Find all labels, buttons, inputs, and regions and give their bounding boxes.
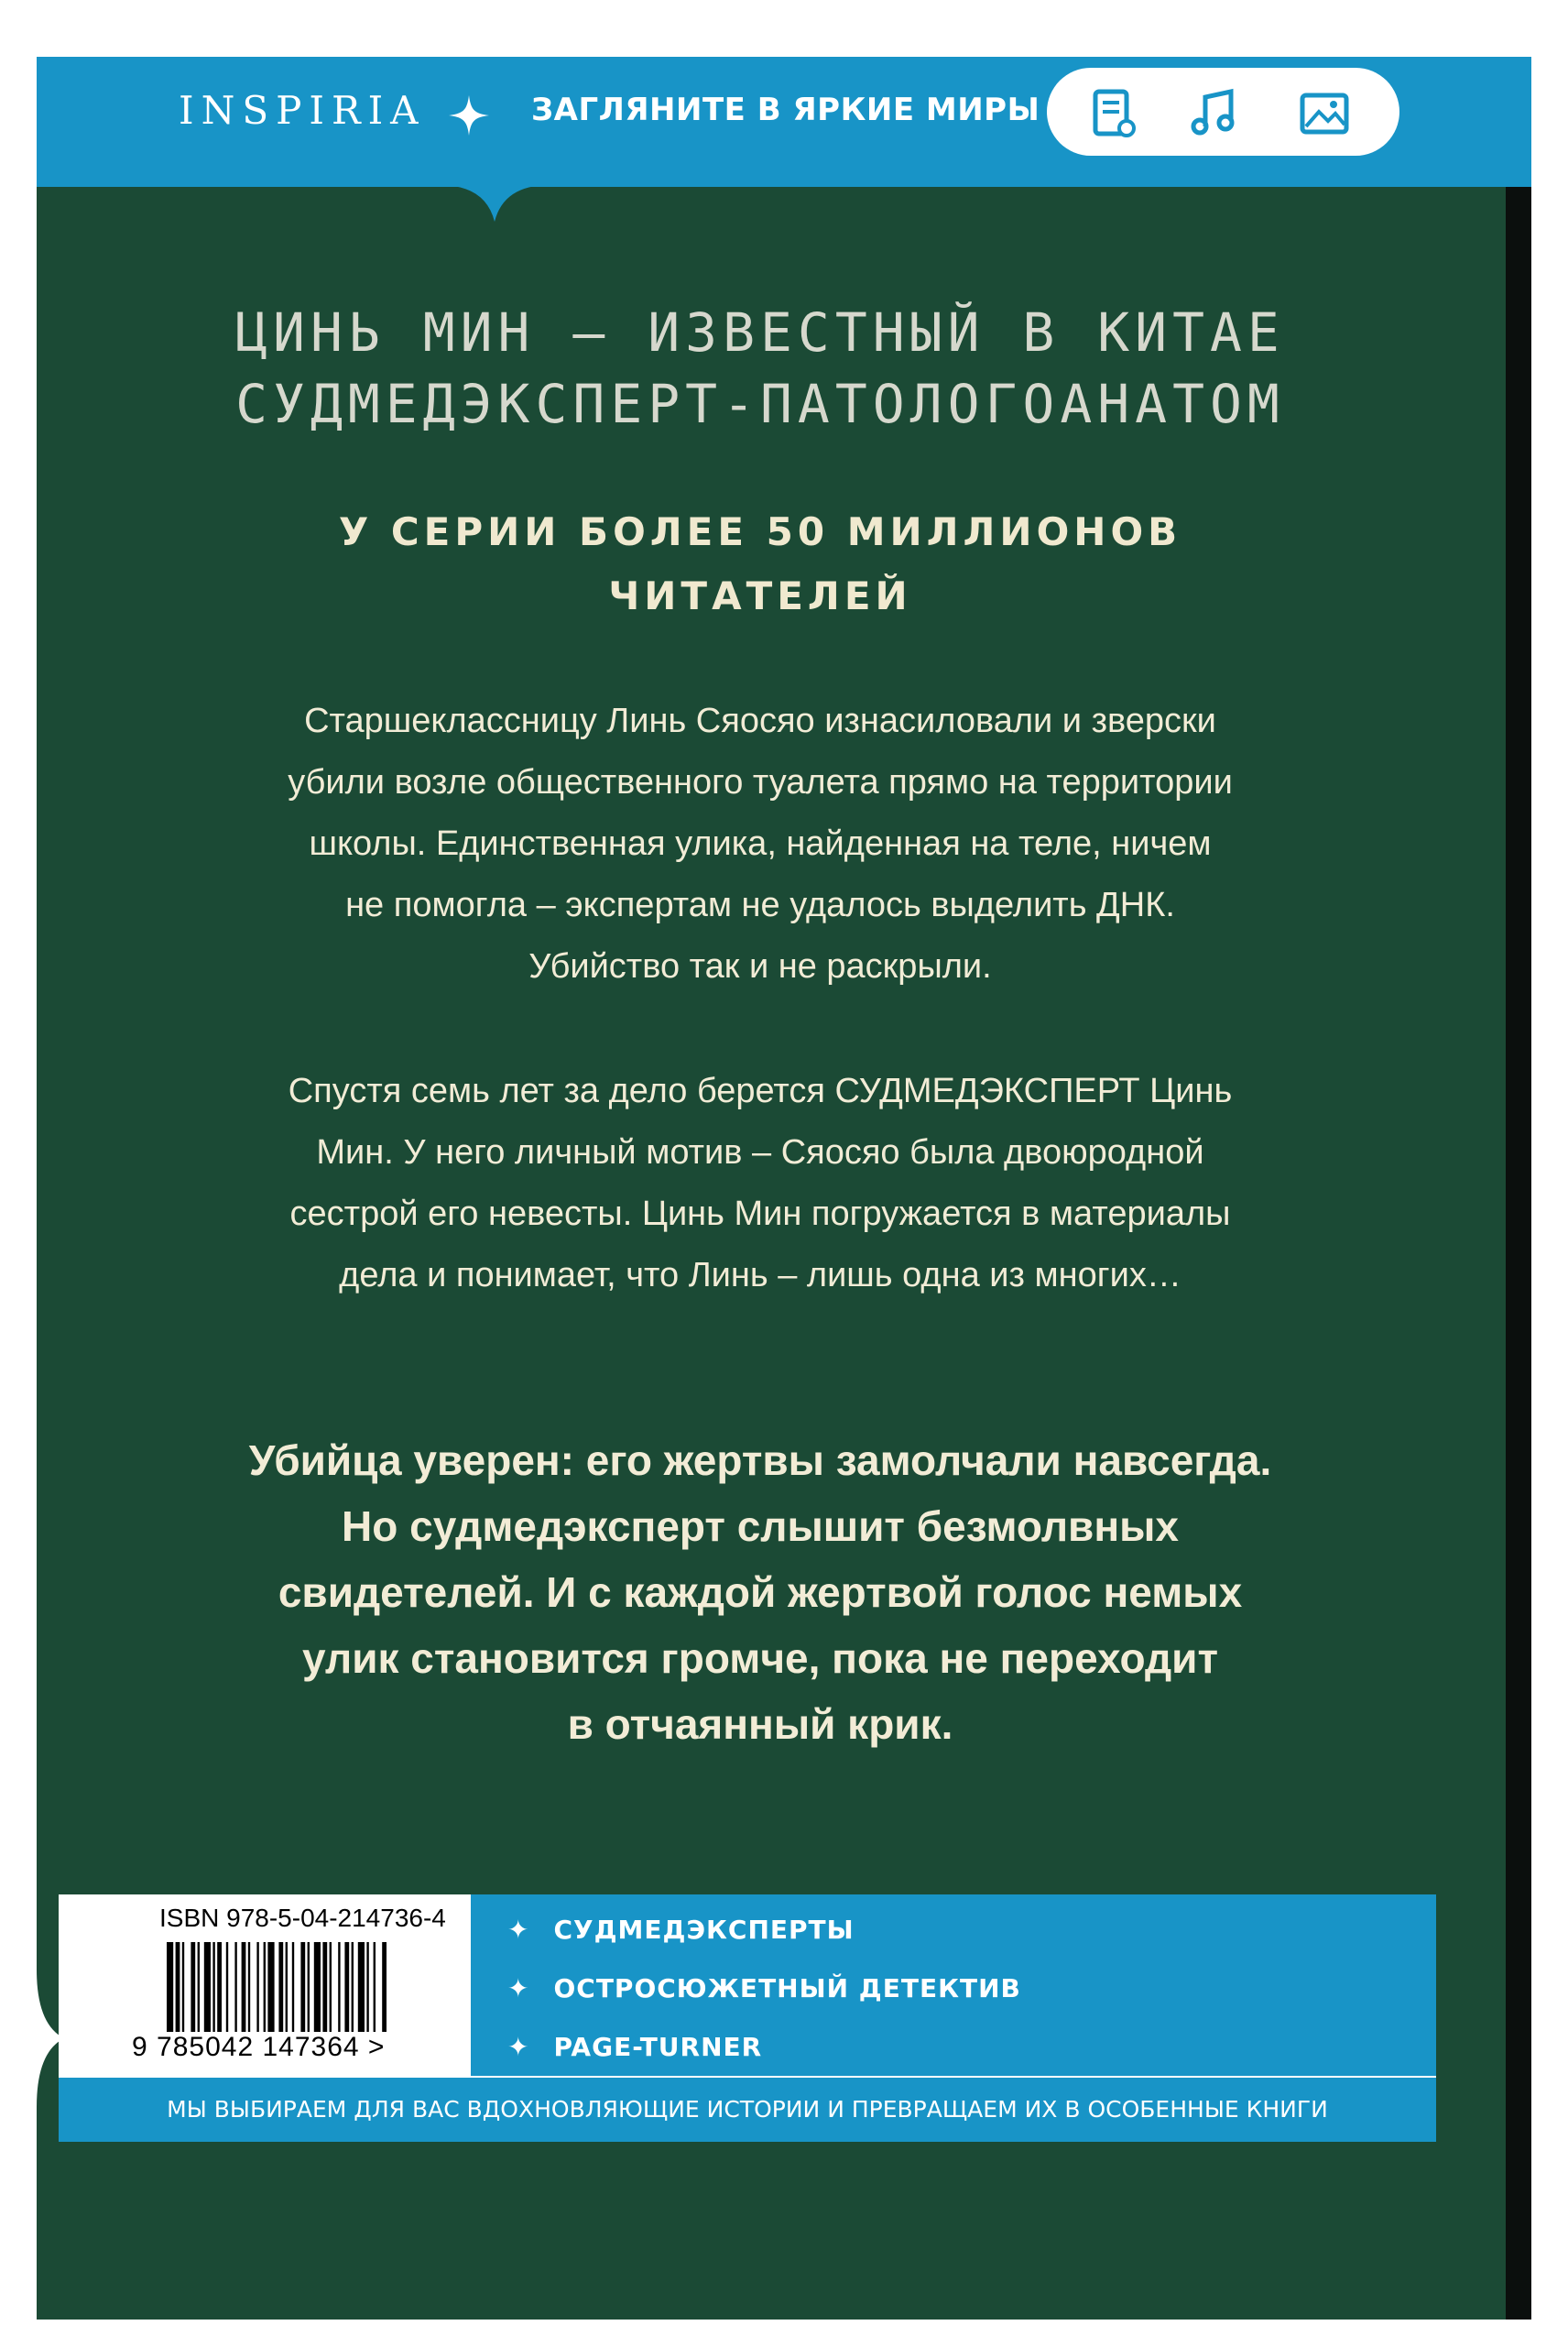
- sparkle-icon: ✦: [507, 1915, 530, 1945]
- isbn-box: [59, 1894, 471, 2078]
- synopsis-paragraph-1: Старшеклассницу Линь Сяосяо изнасиловали и зверски убили возле общественного туалета прямо на территории школы. Единственная улика, найденная на теле, ничем не помогла – экспертам не удалось выделить ДНК. Убийство так и не раскрыли.: [288, 702, 1233, 986]
- brand-name: INSPIRIA: [179, 88, 426, 133]
- highlight-text: Убийца уверен: его жертвы замолчали навсегда. Но судмедэксперт слышит безмолвных свидетелей. И с каждой жертвой голос немых улик становится громче, пока не переходит в отчаянный крик.: [248, 1436, 1272, 1748]
- isbn-label: ISBN 978-5-04-214736-4: [159, 1904, 446, 1932]
- genre-item: ✦ СУДМЕДЭКСПЕРТЫ: [507, 1915, 855, 1945]
- series-readers-heading: У СЕРИИ БОЛЕЕ 50 МИЛЛИОНОВ ЧИТАТЕЛЕЙ: [338, 509, 1182, 618]
- bottom-info-block: [59, 1894, 1436, 2142]
- footer-slogan: МЫ ВЫБИРАЕМ ДЛЯ ВАС ВДОХНОВЛЯЮЩИЕ ИСТОРИИ И ПРЕВРАЩАЕМ ИХ В ОСОБЕННЫЕ КНИГИ: [59, 2078, 1436, 2142]
- genre-item: ✦ PAGE-TURNER: [507, 2032, 763, 2062]
- genre-list: [471, 1894, 1436, 2078]
- image-icon[interactable]: [1299, 88, 1350, 139]
- media-icons-pill: [1047, 68, 1399, 156]
- music-note-icon[interactable]: [1189, 88, 1240, 139]
- sparkle-icon: [449, 95, 489, 136]
- tagline: ЗАГЛЯНИТЕ В ЯРКИЕ МИРЫ: [531, 92, 1040, 128]
- sparkle-icon: ✦: [507, 2032, 530, 2062]
- synopsis-paragraph-2: Спустя семь лет за дело берется СУДМЕДЭКСПЕРТ Цинь Мин. У него личный мотив – Сяосяо была двоюродной сестрой его невесты. Цинь Мин погружается в материалы дела и понимает, что Линь – лишь одна из многих…: [288, 1072, 1233, 1294]
- banner-notch: [440, 185, 550, 222]
- barcode: [167, 1942, 441, 2032]
- author-heading: ЦИНЬ МИН – ИЗВЕСТНЫЙ В КИТАЕ СУДМЕДЭКСПЕРТ-ПАТОЛОГОАНАТОМ: [235, 301, 1285, 435]
- top-banner: [37, 57, 1531, 187]
- ebook-icon[interactable]: [1088, 88, 1139, 139]
- genre-item: ✦ ОСТРОСЮЖЕТНЫЙ ДЕТЕКТИВ: [507, 1973, 1021, 2003]
- spine-edge: [1506, 185, 1531, 2320]
- barcode-digits: 9 785042 147364 >: [132, 2032, 386, 2062]
- sparkle-icon: ✦: [507, 1973, 530, 2003]
